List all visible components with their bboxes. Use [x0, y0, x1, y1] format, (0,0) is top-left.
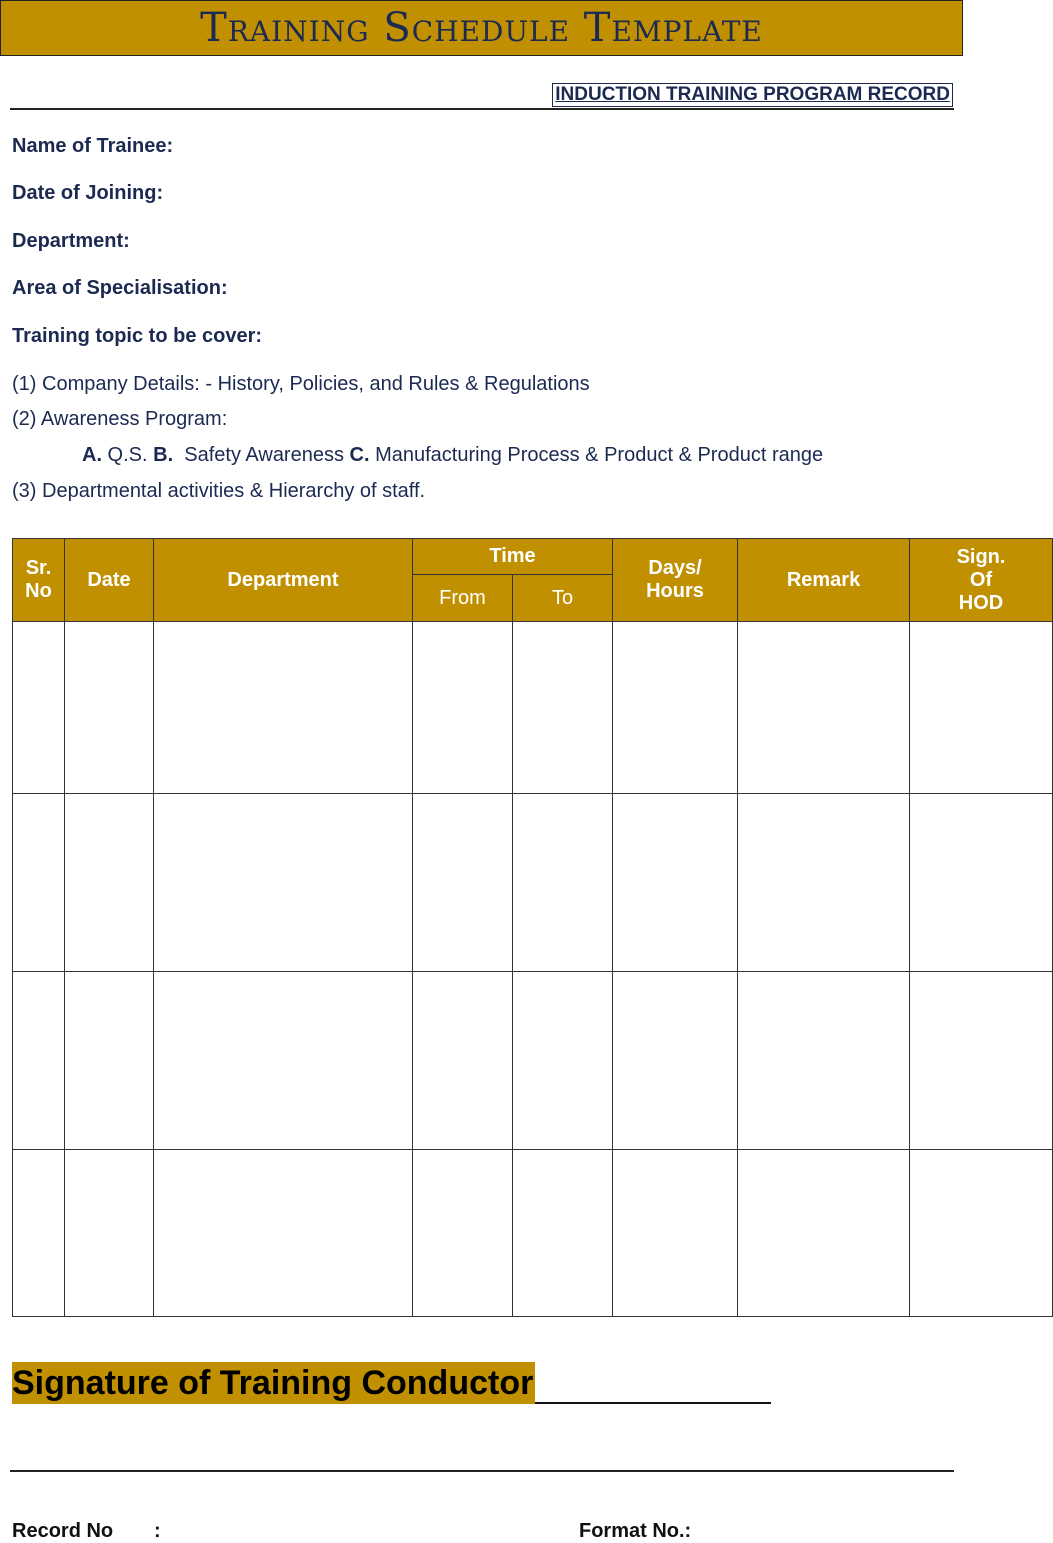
- field-name-of-trainee: Name of Trainee:: [12, 135, 174, 157]
- cell-remark[interactable]: [738, 1150, 910, 1317]
- cell-days-hours[interactable]: [613, 794, 738, 972]
- cell-sign-hod[interactable]: [910, 972, 1053, 1150]
- subtitle: INDUCTION TRAINING PROGRAM RECORD: [552, 83, 953, 107]
- header-rule: [10, 108, 954, 110]
- cell-remark[interactable]: [738, 622, 910, 794]
- header-from: From: [413, 575, 513, 622]
- cell-department[interactable]: [154, 972, 413, 1150]
- cell-sr-no[interactable]: [13, 972, 65, 1150]
- topic-item-2: (2) Awareness Program:: [12, 408, 228, 430]
- table-row: [13, 794, 1053, 972]
- cell-sign-hod[interactable]: [910, 794, 1053, 972]
- signature-block: [12, 1362, 771, 1404]
- cell-date[interactable]: [65, 794, 154, 972]
- signature-label: Signature of Training Conductor: [12, 1364, 534, 1402]
- cell-to[interactable]: [513, 972, 613, 1150]
- sub-b-label: B.: [153, 444, 174, 466]
- topic-item-1: (1) Company Details: - History, Policies, and Rules & Regulations: [12, 373, 590, 395]
- cell-to[interactable]: [513, 1150, 613, 1317]
- table-row: [13, 972, 1053, 1150]
- cell-sr-no[interactable]: [13, 1150, 65, 1317]
- record-no-label: Record No: [12, 1520, 114, 1542]
- cell-days-hours[interactable]: [613, 972, 738, 1150]
- cell-remark[interactable]: [738, 972, 910, 1150]
- field-department: Department:: [12, 230, 130, 252]
- cell-date[interactable]: [65, 622, 154, 794]
- header-time: Time: [413, 539, 613, 575]
- cell-department[interactable]: [154, 622, 413, 794]
- sub-a-text: Q.S.: [102, 444, 154, 466]
- cell-days-hours[interactable]: [613, 622, 738, 794]
- signature-line[interactable]: [535, 1402, 771, 1404]
- cell-date[interactable]: [65, 1150, 154, 1317]
- sub-c-text: Manufacturing Process & Product & Product range: [369, 444, 824, 466]
- cell-to[interactable]: [513, 794, 613, 972]
- field-date-of-joining: Date of Joining:: [12, 182, 164, 204]
- header-sr-no: Sr. No: [13, 539, 65, 622]
- cell-department[interactable]: [154, 1150, 413, 1317]
- cell-days-hours[interactable]: [613, 1150, 738, 1317]
- topic-item-3: (3) Departmental activities & Hierarchy of staff.: [12, 480, 426, 502]
- header-remark: Remark: [738, 539, 910, 622]
- format-no-label: Format No.:: [579, 1520, 692, 1542]
- table-row: [13, 622, 1053, 794]
- cell-sr-no[interactable]: [13, 794, 65, 972]
- sub-c-label: C.: [349, 444, 370, 466]
- topic-sub-items: [82, 444, 823, 467]
- cell-from[interactable]: [413, 622, 513, 794]
- cell-from[interactable]: [413, 1150, 513, 1317]
- page-title: Training Schedule Template: [200, 5, 763, 51]
- title-banner: [0, 0, 963, 56]
- cell-sign-hod[interactable]: [910, 622, 1053, 794]
- footer-rule: [10, 1470, 954, 1472]
- cell-to[interactable]: [513, 622, 613, 794]
- table-row: [13, 1150, 1053, 1317]
- header-date: Date: [65, 539, 154, 622]
- header-days-hours: Days/ Hours: [613, 539, 738, 622]
- field-training-topic: Training topic to be cover:: [12, 325, 263, 347]
- cell-remark[interactable]: [738, 794, 910, 972]
- header-sign-hod: Sign. Of HOD: [910, 539, 1053, 622]
- header-to: To: [513, 575, 613, 622]
- field-area-of-specialisation: Area of Specialisation:: [12, 277, 228, 299]
- sub-a-label: A.: [82, 444, 102, 466]
- cell-date[interactable]: [65, 972, 154, 1150]
- header-department: Department: [154, 539, 413, 622]
- schedule-table: [12, 538, 1053, 1317]
- record-no-colon: :: [154, 1520, 161, 1542]
- sub-b-text: Safety Awareness: [173, 444, 350, 466]
- cell-from[interactable]: [413, 794, 513, 972]
- cell-department[interactable]: [154, 794, 413, 972]
- cell-sign-hod[interactable]: [910, 1150, 1053, 1317]
- cell-from[interactable]: [413, 972, 513, 1150]
- cell-sr-no[interactable]: [13, 622, 65, 794]
